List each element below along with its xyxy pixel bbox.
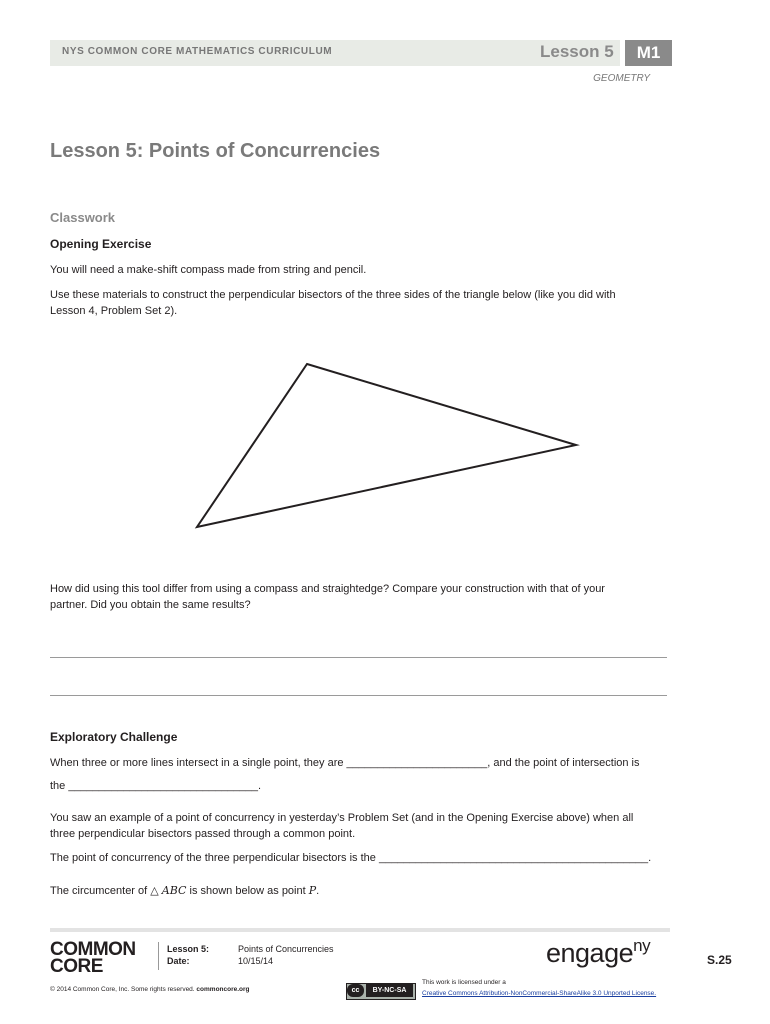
answer-line-2[interactable] bbox=[50, 695, 667, 696]
copyright-notice bbox=[50, 986, 250, 993]
exploratory-line-2: the _______________________________. bbox=[50, 780, 262, 792]
subject-label: GEOMETRY bbox=[593, 73, 650, 84]
copyright-text: © 2014 Common Core, Inc. Some rights reserved. bbox=[50, 986, 195, 993]
question-line-1: How did using this tool differ from using a compass and straightedge? Compare your construction with that of your bbox=[50, 583, 605, 595]
page-title: Lesson 5: Points of Concurrencies bbox=[50, 140, 381, 162]
cc-icon: cc bbox=[347, 984, 364, 997]
logo-line-1: COMMON bbox=[50, 939, 136, 960]
license-link[interactable]: Creative Commons Attribution-NonCommercial-ShareAlike 3.0 Unported License. bbox=[422, 990, 657, 997]
classwork-heading: Classwork bbox=[50, 210, 116, 225]
exploratory-line-3: You saw an example of a point of concurrency in yesterday’s Problem Set (and in the Opening Exercise above) when all bbox=[50, 812, 634, 824]
circumcenter-sentence bbox=[50, 883, 319, 899]
opening-paragraph-1: You will need a make-shift compass made from string and pencil. bbox=[50, 264, 367, 276]
module-badge: M1 bbox=[625, 40, 672, 66]
ny-text: ny bbox=[633, 936, 651, 955]
answer-line-1[interactable] bbox=[50, 657, 667, 658]
circumcenter-text-end: . bbox=[316, 885, 320, 897]
exploratory-line-1: When three or more lines intersect in a single point, they are _______________________, and the point of intersection is bbox=[50, 757, 640, 769]
exploratory-line-4: three perpendicular bisectors passed through a common point. bbox=[50, 828, 356, 840]
lesson-label: Lesson 5 bbox=[540, 42, 614, 61]
exploratory-challenge-heading: Exploratory Challenge bbox=[50, 730, 178, 744]
logo-line-2: CORE bbox=[50, 956, 103, 977]
common-core-logo bbox=[50, 941, 136, 975]
circumcenter-text-pre: The circumcenter of △ bbox=[50, 885, 162, 897]
opening-paragraph-2-line-1: Use these materials to construct the perpendicular bisectors of the three sides of the triangle below (like you did with bbox=[50, 289, 616, 301]
curriculum-label: NYS COMMON CORE MATHEMATICS CURRICULUM bbox=[62, 46, 333, 57]
license-text: This work is licensed under a bbox=[422, 979, 506, 986]
copyright-site: commoncore.org bbox=[196, 986, 250, 993]
footer-vertical-divider bbox=[158, 942, 159, 970]
footer-divider bbox=[50, 928, 670, 932]
engage-text: engage bbox=[546, 938, 634, 968]
page-number: S.25 bbox=[707, 953, 732, 967]
circumcenter-text-mid: is shown below as point bbox=[186, 885, 309, 897]
footer-date-label: Date: bbox=[167, 956, 190, 966]
question-line-2: partner. Did you obtain the same results? bbox=[50, 599, 251, 611]
footer-lesson-label: Lesson 5: bbox=[167, 944, 210, 954]
opening-paragraph-2-line-2: Lesson 4, Problem Set 2). bbox=[50, 305, 178, 317]
triangle-abc-label: ABC bbox=[161, 884, 187, 897]
license-type: BY-NC-SA bbox=[366, 984, 413, 997]
footer-date-value: 10/15/14 bbox=[238, 956, 274, 966]
triangle bbox=[197, 364, 576, 527]
opening-exercise-heading: Opening Exercise bbox=[50, 237, 152, 251]
engageny-logo bbox=[546, 938, 650, 969]
point-p-label: P bbox=[308, 884, 317, 897]
footer-lesson-value: Points of Concurrencies bbox=[238, 944, 334, 954]
exploratory-line-5: The point of concurrency of the three perpendicular bisectors is the ____________________________________________. bbox=[50, 852, 652, 864]
